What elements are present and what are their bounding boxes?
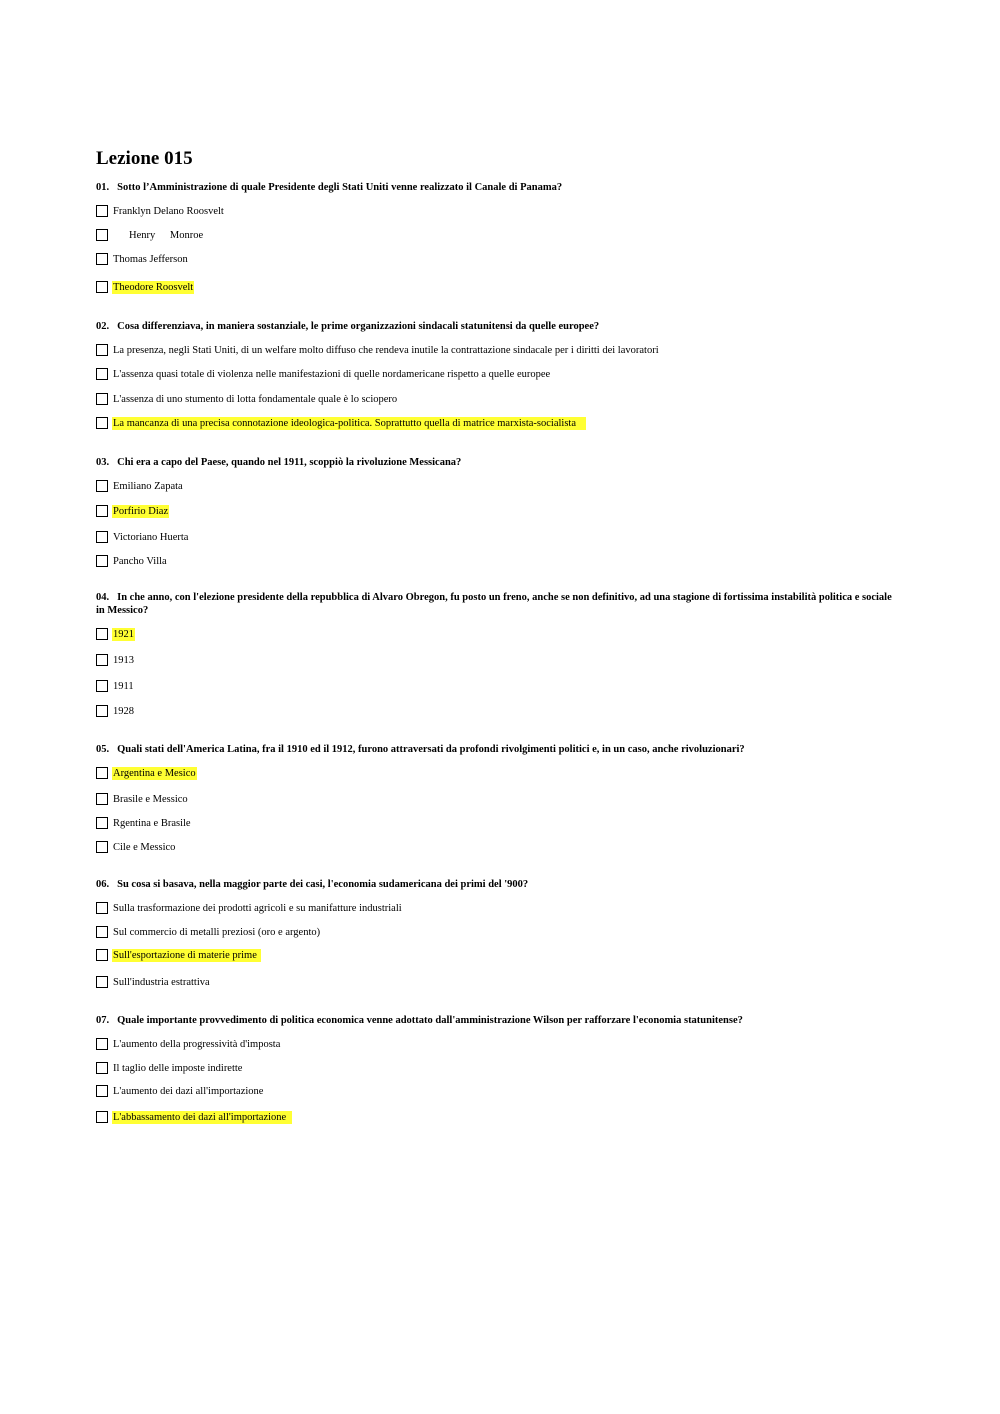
question-text: Quali stati dell'America Latina, fra il 1910 ed il 1912, furono attraversati da profondi rivolgimenti politici e, in un caso, anche rivoluzionari? xyxy=(117,744,745,755)
option-label-highlighted: Sull'esportazione di materie prime xyxy=(112,949,261,962)
checkbox[interactable] xyxy=(96,705,108,717)
option-label: L'aumento della progressività d'imposta xyxy=(113,1038,281,1050)
option-04-c[interactable] xyxy=(96,678,135,694)
question-text: Sotto l’Amministrazione di quale Presidente degli Stati Uniti venne realizzato il Canale di Panama? xyxy=(117,182,563,193)
option-label: Sull'industria estrattiva xyxy=(113,976,210,988)
option-07-d[interactable] xyxy=(96,1109,292,1125)
question-02 xyxy=(96,320,896,333)
checkbox[interactable] xyxy=(96,281,108,293)
option-04-a[interactable] xyxy=(96,626,135,642)
checkbox[interactable] xyxy=(96,1111,108,1123)
question-04 xyxy=(96,591,896,617)
checkbox[interactable] xyxy=(96,417,108,429)
checkbox[interactable] xyxy=(96,505,108,517)
option-02-a[interactable] xyxy=(96,342,660,358)
question-07 xyxy=(96,1014,896,1027)
checkbox[interactable] xyxy=(96,926,108,938)
option-02-c[interactable] xyxy=(96,391,398,407)
checkbox[interactable] xyxy=(96,205,108,217)
option-label-highlighted: La mancanza di una precisa connotazione ideologica-politica. Soprattutto quella di matrice marxista-socialista xyxy=(112,417,586,430)
option-02-b[interactable] xyxy=(96,366,551,382)
checkbox[interactable] xyxy=(96,253,108,265)
question-text: Chi era a capo del Paese, quando nel 1911, scoppiò la rivoluzione Messicana? xyxy=(117,457,462,468)
checkbox[interactable] xyxy=(96,841,108,853)
question-number: 01. xyxy=(96,182,110,193)
checkbox[interactable] xyxy=(96,393,108,405)
checkbox[interactable] xyxy=(96,1085,108,1097)
page-title: Lezione 015 xyxy=(96,148,193,169)
option-label-highlighted: Theodore Roosvelt xyxy=(113,281,194,293)
option-07-c[interactable] xyxy=(96,1083,264,1099)
option-01-d[interactable] xyxy=(96,279,194,295)
checkbox[interactable] xyxy=(96,793,108,805)
checkbox[interactable] xyxy=(96,368,108,380)
option-label-highlighted: L'abbassamento dei dazi all'importazione xyxy=(112,1111,292,1124)
option-06-b[interactable] xyxy=(96,924,321,940)
checkbox[interactable] xyxy=(96,480,108,492)
option-label-highlighted: Porfirio Diaz xyxy=(113,505,169,517)
option-label: Brasile e Messico xyxy=(113,793,188,805)
option-04-d[interactable] xyxy=(96,703,135,719)
checkbox[interactable] xyxy=(96,531,108,543)
question-number: 02. xyxy=(96,321,110,332)
option-03-b[interactable] xyxy=(96,503,169,519)
option-06-a[interactable] xyxy=(96,900,403,916)
option-label: Pancho Villa xyxy=(113,555,167,567)
checkbox[interactable] xyxy=(96,976,108,988)
option-label: Sul commercio di metalli preziosi (oro e argento) xyxy=(113,926,321,938)
question-05 xyxy=(96,743,896,756)
checkbox[interactable] xyxy=(96,767,108,779)
question-text: In che anno, con l'elezione presidente della repubblica di Alvaro Obregon, fu posto un freno, anche se non definitivo, ad una stagione di fortissima instabilità politica e sociale in Messico? xyxy=(96,592,892,616)
option-07-a[interactable] xyxy=(96,1036,281,1052)
option-03-a[interactable] xyxy=(96,478,184,494)
option-label: 1911 xyxy=(113,680,134,692)
checkbox[interactable] xyxy=(96,555,108,567)
option-label: L'assenza quasi totale di violenza nelle manifestazioni di quelle nordamericane rispetto a quelle europee xyxy=(113,368,551,380)
question-01 xyxy=(96,181,896,194)
checkbox[interactable] xyxy=(96,229,108,241)
question-06 xyxy=(96,878,896,891)
option-label: Sulla trasformazione dei prodotti agricoli e su manifatture industriali xyxy=(113,902,402,914)
option-05-c[interactable] xyxy=(96,815,192,831)
question-text: Su cosa si basava, nella maggior parte dei casi, l'economia sudamericana dei primi del '900? xyxy=(117,879,529,890)
option-label: Franklyn Delano Roosvelt xyxy=(113,205,224,217)
option-02-d[interactable] xyxy=(96,415,586,431)
checkbox[interactable] xyxy=(96,680,108,692)
option-06-c[interactable] xyxy=(96,947,261,963)
checkbox[interactable] xyxy=(96,902,108,914)
option-label: Henry Monroe xyxy=(129,229,204,241)
checkbox[interactable] xyxy=(96,949,108,961)
option-03-d[interactable] xyxy=(96,553,168,569)
checkbox[interactable] xyxy=(96,1062,108,1074)
checkbox[interactable] xyxy=(96,817,108,829)
option-05-a[interactable] xyxy=(96,765,197,781)
checkbox[interactable] xyxy=(96,344,108,356)
question-number: 03. xyxy=(96,457,110,468)
option-label: 1913 xyxy=(113,654,134,666)
option-05-b[interactable] xyxy=(96,791,189,807)
option-label: Emiliano Zapata xyxy=(113,480,183,492)
option-05-d[interactable] xyxy=(96,839,176,855)
option-label: Thomas Jefferson xyxy=(113,253,188,265)
option-label: 1928 xyxy=(113,705,134,717)
option-label: La presenza, negli Stati Uniti, di un welfare molto diffuso che rendeva inutile la contrattazione sindacale per i diritti dei lavoratori xyxy=(113,344,659,356)
question-number: 04. xyxy=(96,592,110,603)
option-07-b[interactable] xyxy=(96,1060,243,1076)
checkbox[interactable] xyxy=(96,1038,108,1050)
checkbox[interactable] xyxy=(96,654,108,666)
option-label: L'assenza di uno stumento di lotta fondamentale quale è lo sciopero xyxy=(113,393,398,405)
question-number: 07. xyxy=(96,1015,110,1026)
option-label: Cile e Messico xyxy=(113,841,176,853)
question-number: 05. xyxy=(96,744,110,755)
question-03 xyxy=(96,456,896,469)
checkbox[interactable] xyxy=(96,628,108,640)
question-text: Cosa differenziava, in maniera sostanziale, le prime organizzazioni sindacali statunitensi da quelle europee? xyxy=(117,321,600,332)
option-label-highlighted: Argentina e Mesico xyxy=(113,767,196,779)
question-text: Quale importante provvedimento di politica economica venne adottato dall'amministrazione Wilson per rafforzare l'economia statunitense? xyxy=(117,1015,743,1026)
option-01-c[interactable] xyxy=(96,251,189,267)
option-06-d[interactable] xyxy=(96,974,211,990)
option-01-b[interactable] xyxy=(96,227,204,243)
option-label: L'aumento dei dazi all'importazione xyxy=(113,1085,264,1097)
option-01-a[interactable] xyxy=(96,203,225,219)
option-03-c[interactable] xyxy=(96,529,189,545)
question-number: 06. xyxy=(96,879,110,890)
option-label: Il taglio delle imposte indirette xyxy=(113,1062,243,1074)
option-label: Victoriano Huerta xyxy=(113,531,189,543)
option-04-b[interactable] xyxy=(96,652,135,668)
option-label-highlighted: 1921 xyxy=(113,628,134,640)
option-label: Rgentina e Brasile xyxy=(113,817,191,829)
